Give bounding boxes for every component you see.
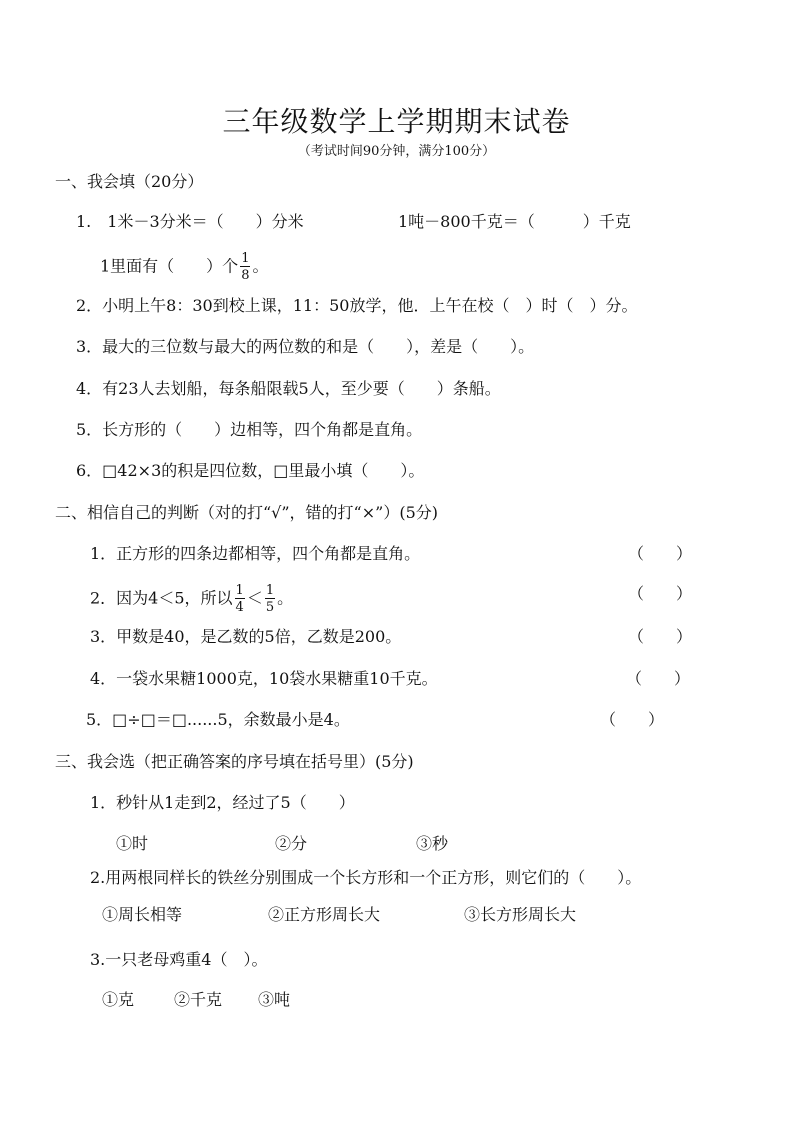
s3-q3-option-1: ①克 [102,990,135,1009]
s1-q1c-suffix: 。 [252,256,269,276]
s3-q2-option-1: ①周长相等 [102,905,183,924]
page-title: 三年级数学上学期期末试卷 [222,105,571,138]
s2-q2-suffix: 。 [277,588,294,608]
s2-answer-paren-3: （ ） [628,627,693,646]
s2-answer-paren-4: （ ） [626,669,691,688]
s3-q1-option-3: ③秒 [416,834,449,853]
s1-question-1a: 1. 1米－3分米＝（ ）分米 [76,212,304,231]
s2-q2-less-than: ＜ [246,588,263,608]
s2-answer-paren-5: （ ） [600,710,665,729]
section1-heading: 一、我会填（20分） [55,172,204,191]
s3-question-3: 3.一只老母鸡重4（ ）。 [90,950,268,969]
s2-question-1: 1．正方形的四条边都相等，四个角都是直角。 [90,544,421,563]
s2-q2-prefix: 2．因为4＜5，所以 [90,588,233,608]
s1-question-6: 6．□42×3的积是四位数，□里最小填（ ）。 [76,461,425,480]
fraction-one-quarter [235,584,245,614]
fraction-numerator: 1 [265,583,275,598]
s3-question-1: 1．秒针从1走到2，经过了5（ ） [90,793,355,812]
section3-heading: 三、我会选（把正确答案的序号填在括号里）(5分) [55,752,414,771]
s3-q3-option-3: ③吨 [258,990,291,1009]
fraction-denominator: 4 [235,600,244,615]
s2-question-5: 5．□÷□＝□......5，余数最小是4。 [86,710,350,729]
s3-q2-option-2: ②正方形周长大 [268,905,381,924]
fraction-denominator: 8 [241,268,250,283]
fraction-one-fifth [265,584,275,614]
s3-question-2: 2.用两根同样长的铁丝分别围成一个长方形和一个正方形，则它们的（ ）。 [90,868,642,887]
s3-q1-option-1: ①时 [116,834,149,853]
s2-answer-paren-2: （ ） [628,584,693,603]
s3-q3-option-2: ②千克 [174,990,223,1009]
s2-question-3: 3．甲数是40，是乙数的5倍，乙数是200。 [90,627,402,646]
section2-heading: 二、相信自己的判断（对的打“√”，错的打“×”）(5分) [55,503,438,522]
s3-q2-option-3: ③长方形周长大 [464,905,577,924]
s2-answer-paren-1: （ ） [628,544,693,563]
s1-q1c-prefix: 1里面有（ ）个 [100,256,239,276]
s3-q1-option-2: ②分 [275,834,308,853]
fraction-one-eighth [240,252,250,282]
s1-question-4: 4．有23人去划船，每条船限载5人，至少要（ ）条船。 [76,379,501,398]
s1-question-1b: 1吨－800千克＝（ ）千克 [398,212,631,231]
s1-question-1c [100,252,268,282]
fraction-denominator: 5 [265,600,275,615]
s1-question-3: 3．最大的三位数与最大的两位数的和是（ ），差是（ ）。 [76,337,535,356]
s2-question-2 [90,584,293,614]
s1-question-5: 5．长方形的（ ）边相等，四个角都是直角。 [76,420,423,439]
page-subtitle: （考试时间90分钟，满分100分） [297,144,496,159]
fraction-numerator: 1 [241,251,250,266]
s1-question-2: 2．小明上午8：30到校上课，11：50放学，他．上午在校（ ）时（ ）分。 [76,296,638,315]
fraction-numerator: 1 [235,583,244,598]
s2-question-4: 4．一袋水果糖1000克，10袋水果糖重10千克。 [90,669,438,688]
